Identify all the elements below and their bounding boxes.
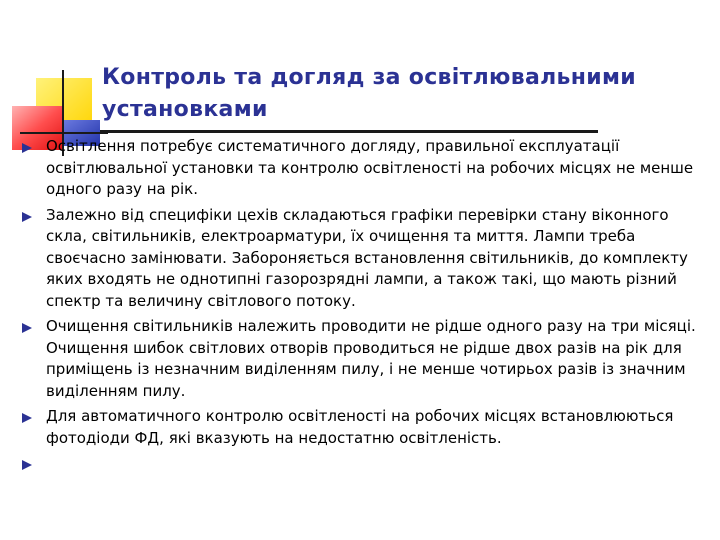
triangle-bullet-icon — [22, 413, 32, 423]
triangle-bullet-icon — [22, 212, 32, 222]
triangle-bullet-icon — [22, 323, 32, 333]
bullet-text: Освітлення потребує систематичного догляду, правильної експлуатації освітлювальної установки та контролю освітленості на робочих місцях не менше одного разу на рік. — [46, 137, 694, 198]
list-item — [20, 205, 700, 313]
slide-title: Контроль та догляд за освітлювальними установками — [102, 65, 636, 122]
bullet-text: Для автоматичного контролю освітленості на робочих місцях встановлюються фотодіоди ФД, які вказують на недостатню освітленість. — [46, 407, 674, 447]
title-underline — [100, 130, 598, 133]
list-item — [20, 136, 700, 201]
list-item — [20, 406, 700, 449]
bullet-list — [20, 136, 700, 479]
triangle-bullet-icon — [22, 143, 32, 153]
bullet-text: Очищення світильників належить проводити не рідше одного разу на три місяці. Очищення шибок світлових отворів проводиться не рідше двох разів на рік для приміщень із незначним виділенням пилу, і не менше чотирьох разів із значним виділенням пилу. — [46, 317, 696, 400]
list-item — [20, 316, 700, 402]
list-item — [20, 453, 700, 475]
triangle-bullet-icon — [22, 460, 32, 470]
bullet-text: Залежно від специфіки цехів складаються графіки перевірки стану віконного скла, світильників, електроарматури, їх очищення та миття. Лампи треба своєчасно замінювати. Забороняється встановлення світильників, до комплекту яких входять не однотипні газорозрядні лампи, а також такі, що мають різний спектр та величину світлового потоку. — [46, 205, 688, 310]
logo-horizontal-line — [20, 132, 108, 134]
bullet-text — [46, 453, 700, 475]
